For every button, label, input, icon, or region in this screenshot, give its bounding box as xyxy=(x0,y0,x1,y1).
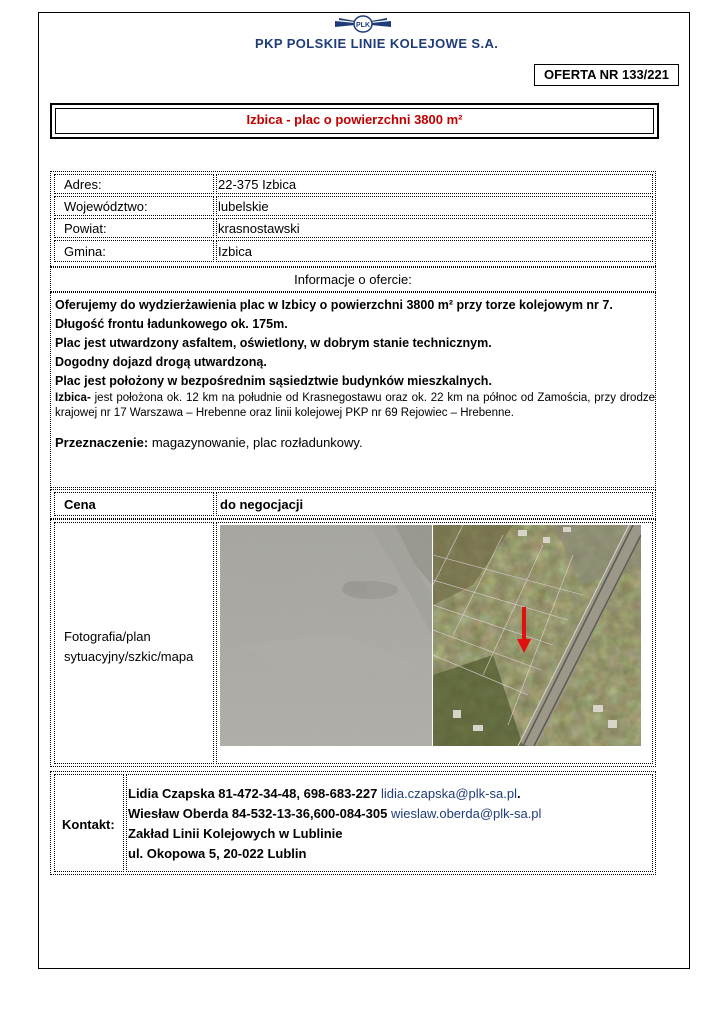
location-paragraph xyxy=(55,391,655,421)
contact-address: ul. Okopowa 5, 20-022 Lublin xyxy=(128,846,307,861)
voivodeship-label: Województwo: xyxy=(64,199,148,214)
contact-line-1 xyxy=(128,786,521,801)
contact-1-end: . xyxy=(516,786,521,801)
address-value: 22-375 Izbica xyxy=(218,177,297,192)
commune-label: Gmina: xyxy=(64,244,106,259)
offer-title: Izbica - plac o powierzchni 3800 m² xyxy=(55,108,654,134)
offer-description xyxy=(55,296,655,450)
contact-office: Zakład Linii Kolejowych w Lublinie xyxy=(128,826,343,841)
aerial-map-image xyxy=(433,525,641,746)
price-value: do negocjacji xyxy=(220,497,304,512)
commune-value-cell xyxy=(216,240,653,262)
location-name: Izbica- xyxy=(55,392,91,404)
contact-line-2 xyxy=(128,806,541,821)
logo-badge: PLK xyxy=(355,22,370,29)
description-line-1: Oferujemy do wydzierżawienia plac w Izbicy o powierzchni 3800 m² przy torze kolejowym nr 7. Długość frontu ładunkowego ok. 175m. xyxy=(55,298,613,331)
yard-photo xyxy=(220,525,432,746)
company-logo xyxy=(255,14,499,52)
description-line-4: Plac jest położony w bezpośrednim sąsiedztwie budynków mieszkalnych. xyxy=(55,374,492,388)
plk-logo-icon xyxy=(333,14,393,34)
contact-label: Kontakt: xyxy=(62,817,115,832)
description-line-3: Dogodny dojazd drogą utwardzoną. xyxy=(55,355,267,369)
commune-value: Izbica xyxy=(218,244,252,259)
voivodeship-value-cell xyxy=(216,196,653,216)
title-box xyxy=(50,103,659,139)
photos-label: Fotografia/plan sytuacyjny/szkic/mapa xyxy=(64,629,194,664)
description-line-2: Plac jest utwardzony asfaltem, oświetlony, w dobrym stanie technicznym. xyxy=(55,336,492,350)
address-label: Adres: xyxy=(64,177,102,192)
voivodeship-value: lubelskie xyxy=(218,199,269,214)
yard-photo-image xyxy=(220,525,432,746)
contact-1-email-link[interactable]: lidia.czapska@plk-sa.pl xyxy=(380,786,517,801)
aerial-map xyxy=(433,525,641,746)
county-label: Powiat: xyxy=(64,221,107,236)
purpose-value: magazynowanie, plac rozładunkowy. xyxy=(148,435,363,450)
price-label: Cena xyxy=(64,497,96,512)
offer-number: OFERTA NR 133/221 xyxy=(534,64,679,86)
location-text: jest położona ok. 12 km na południe od Krasnegostawu oraz ok. 22 km na północ od Zamościa, przy drodze krajowej nr 17 Warszawa – Hrebenne oraz linii kolejowej PKP nr 69 Rejowiec – Hrebenne. xyxy=(55,392,655,419)
purpose-line xyxy=(55,435,655,450)
contact-2-name: Wiesław Oberda 84-532-13-36,600-084-305 xyxy=(128,806,391,821)
purpose-label: Przeznaczenie: xyxy=(55,435,149,450)
company-name: PKP POLSKIE LINIE KOLEJOWE S.A. xyxy=(255,36,499,51)
contact-2-email-link[interactable]: wieslaw.oberda@plk-sa.pl xyxy=(390,806,542,821)
info-header: Informacje o ofercie: xyxy=(294,272,412,287)
contact-1-name: Lidia Czapska 81-472-34-48, 698-683-227 xyxy=(128,786,381,801)
county-value: krasnostawski xyxy=(218,221,300,236)
